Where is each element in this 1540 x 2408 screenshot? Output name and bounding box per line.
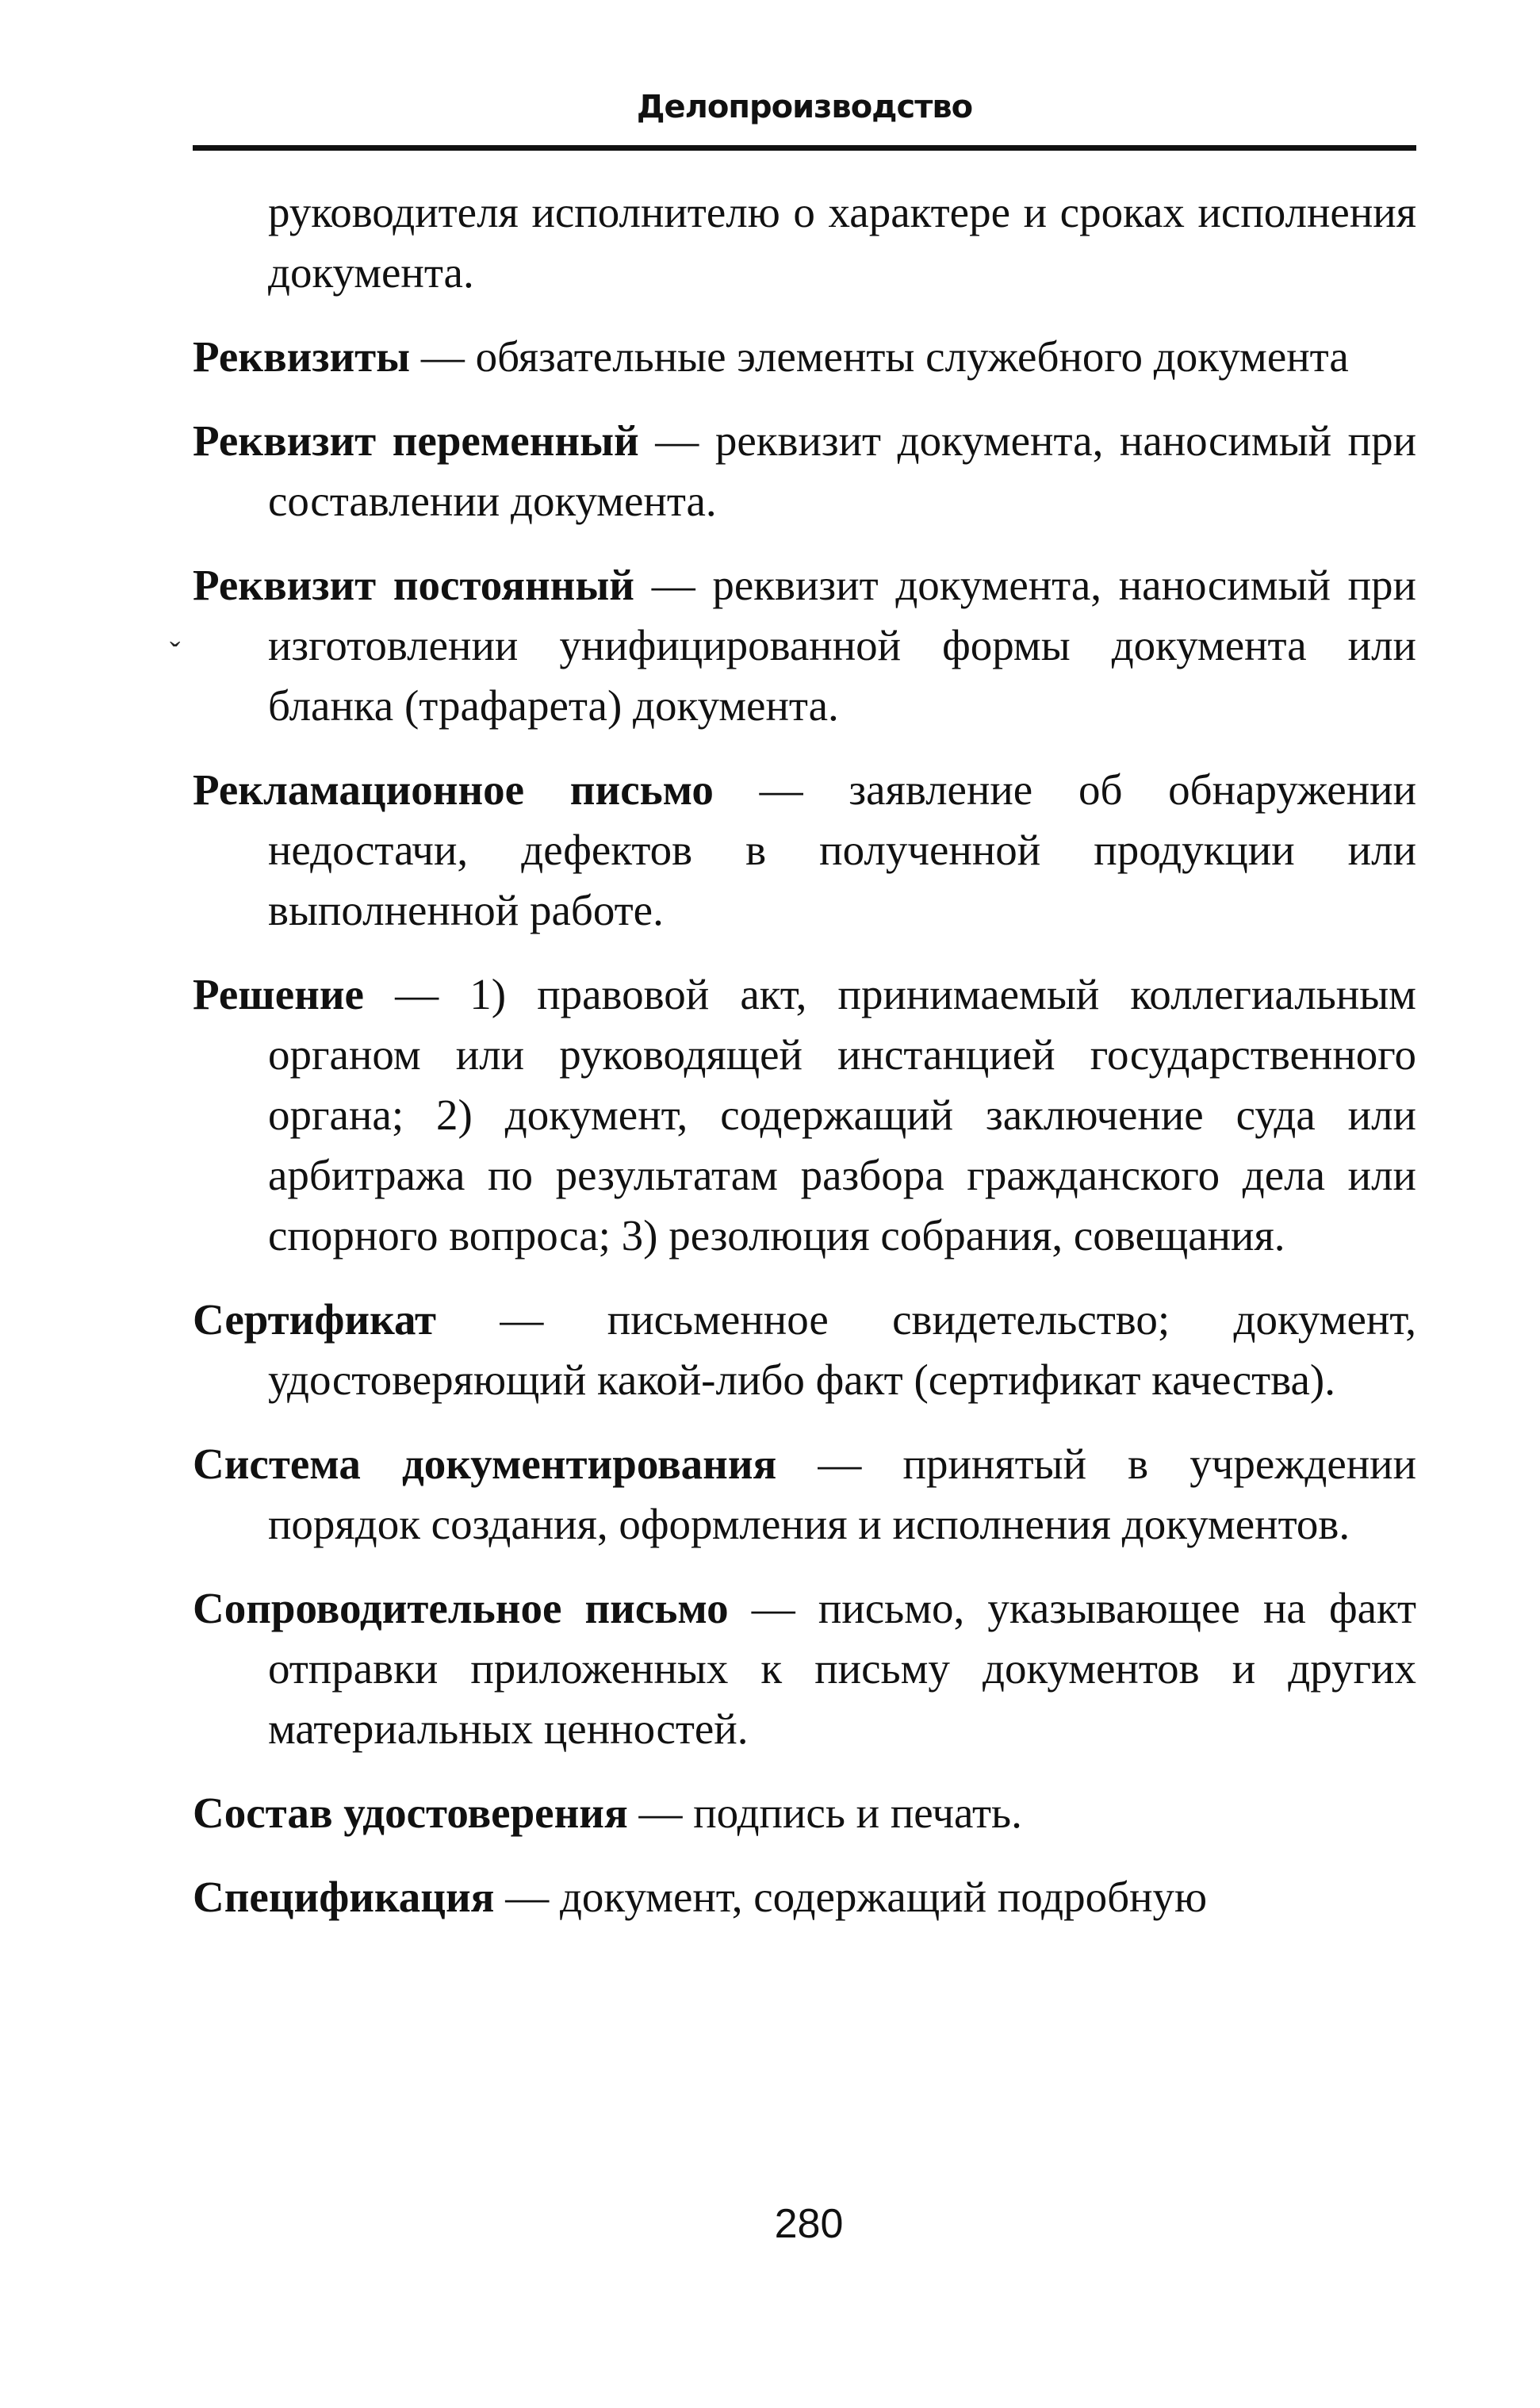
entry-term: Сопроводительное письмо (193, 1584, 729, 1632)
glossary-entry (193, 1290, 1416, 1410)
entry-dash: — (651, 561, 695, 609)
entry-dash: — (759, 765, 803, 814)
running-header: Делопроизводство (636, 89, 973, 125)
entry-definition: обязательные элементы служебного документа (475, 332, 1349, 381)
glossary-body (193, 182, 1416, 1951)
header-rule (193, 145, 1416, 151)
entry-term: Сертификат (193, 1295, 437, 1344)
glossary-entry (193, 760, 1416, 941)
glossary-entry (193, 964, 1416, 1266)
margin-mark: ˇ (170, 635, 181, 671)
entry-term: Рекламационное письмо (193, 765, 714, 814)
entry-term: Решение (193, 970, 364, 1018)
entry-term: Реквизит постоянный (193, 561, 634, 609)
glossary-entry (193, 555, 1416, 736)
entry-definition: документ, содержащий подробную (559, 1873, 1208, 1921)
entry-dash: — (655, 416, 699, 465)
entry-definition: реквизит документа, наносимый при составлении документа. (268, 416, 1417, 525)
entry-dash: — (505, 1873, 550, 1921)
entry-definition: заявление об обнаружении недостачи, дефектов в полученной продукции или выполненной работе. (268, 765, 1417, 934)
glossary-entry (193, 1578, 1416, 1759)
entry-term: Реквизит переменный (193, 416, 639, 465)
glossary-entry (193, 411, 1416, 531)
entry-definition: письмо, указывающее на факт отправки приложенных к письму документов и других материальных ценностей. (268, 1584, 1417, 1753)
entry-definition: письменное свидетельство; документ, удостоверяющий какой-либо факт (сертификат качества). (268, 1295, 1416, 1404)
glossary-entry (193, 1783, 1416, 1843)
glossary-entry (193, 1434, 1416, 1555)
continued-paragraph: руководителя исполнителю о характере и сроках исполнения документа. (268, 188, 1416, 297)
entry-term: Система документирования (193, 1440, 777, 1488)
page-number: 280 (774, 2201, 844, 2247)
entry-definition: подпись и печать. (693, 1789, 1022, 1837)
glossary-entry (193, 327, 1416, 387)
entry-dash: — (818, 1440, 862, 1488)
glossary-entry (193, 1867, 1416, 1927)
entry-definition: реквизит документа, наносимый при изготовлении унифицированной формы документа или бланка (трафарета) документа. (268, 561, 1416, 730)
entry-definition: принятый в учреждении порядок создания, оформления и исполнения документов. (268, 1440, 1417, 1548)
entry-dash: — (638, 1789, 683, 1837)
entry-definition: 1) правовой акт, принимаемый коллегиальным органом или руководящей инстанцией государственного органа; 2) документ, содержащий заключение суда или арбитража по результатам разбора гражданского дела или спорного вопроса; 3) резолюция собрания, совещания. (268, 970, 1416, 1260)
entry-dash: — (751, 1584, 795, 1632)
entry-dash: — (500, 1295, 544, 1344)
entry-term: Спецификация (193, 1873, 495, 1921)
entry-term: Состав удостоверения (193, 1789, 628, 1837)
entry-dash: — (395, 970, 439, 1018)
entry-term: Реквизиты (193, 332, 411, 381)
entry-dash: — (420, 332, 465, 381)
